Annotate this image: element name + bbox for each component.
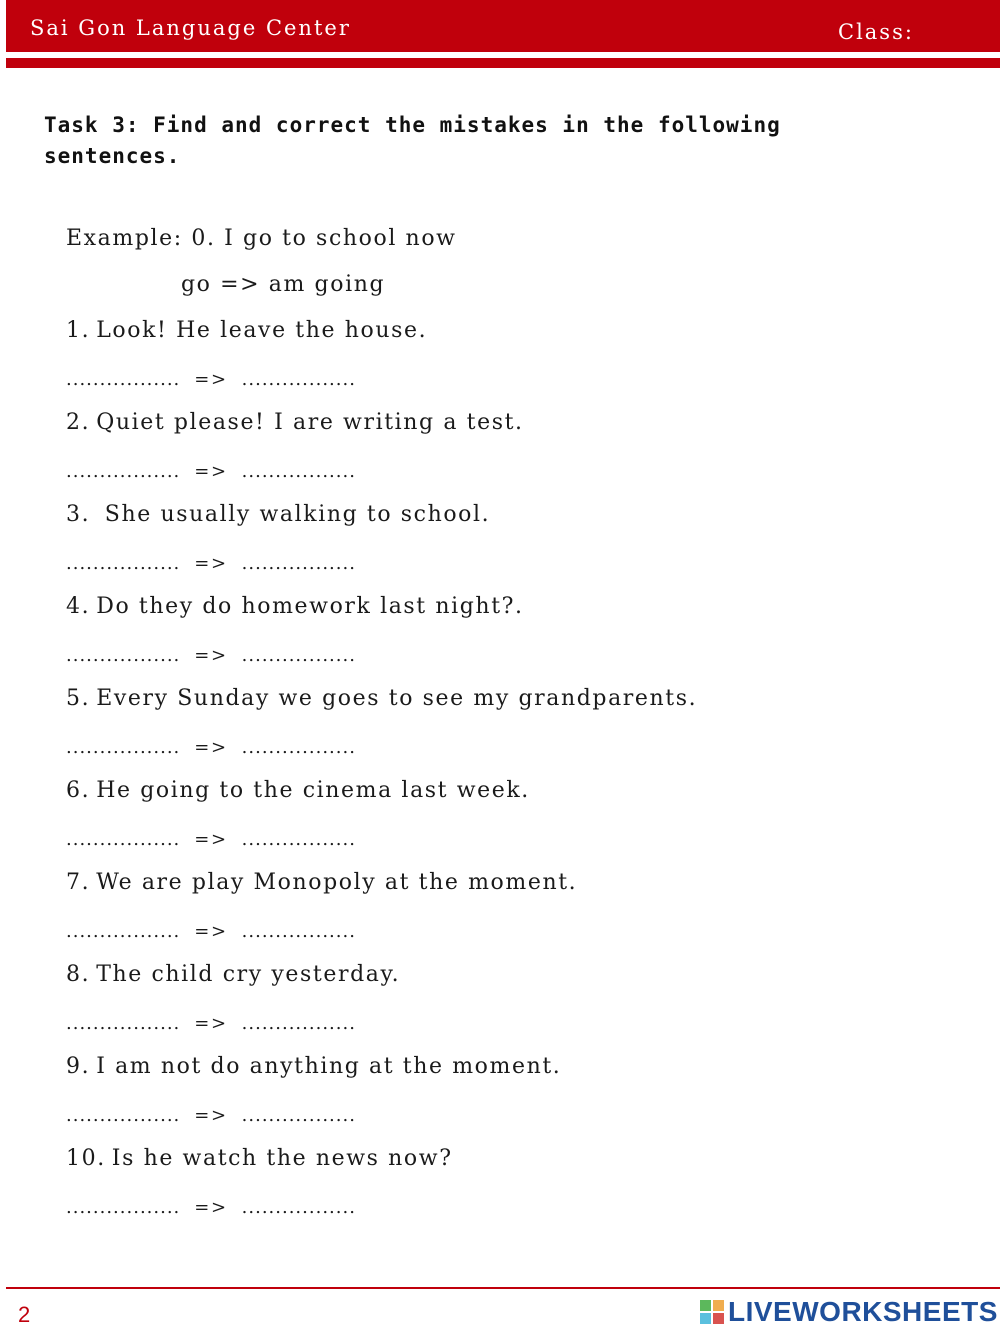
sentence-text: We are play Monopoly at the moment. [96, 870, 578, 895]
answer-line[interactable] [66, 366, 356, 391]
mistake-blank[interactable]: ................. [66, 553, 181, 574]
sentence-item [66, 318, 427, 343]
sentence-number: 1. [66, 318, 91, 343]
answer-line[interactable] [66, 1194, 356, 1219]
header-rule [6, 58, 1000, 68]
arrow-symbol: => [194, 553, 228, 574]
answer-line[interactable] [66, 642, 356, 667]
arrow-symbol: => [194, 461, 228, 482]
arrow-symbol: => [194, 1105, 228, 1126]
sentence-item [66, 962, 400, 987]
arrow-symbol: => [194, 369, 228, 390]
liveworksheets-logo [700, 1296, 998, 1328]
sentence-item [66, 1054, 561, 1079]
arrow-symbol: => [194, 921, 228, 942]
sentence-item [66, 778, 530, 803]
sentence-text: Quiet please! I are writing a test. [96, 410, 524, 435]
correction-blank[interactable]: ................. [241, 1105, 356, 1126]
correction-blank[interactable]: ................. [241, 645, 356, 666]
correction-blank[interactable]: ................. [241, 1013, 356, 1034]
answer-line[interactable] [66, 1102, 356, 1127]
mistake-blank[interactable]: ................. [66, 369, 181, 390]
arrow-symbol: => [194, 645, 228, 666]
mistake-blank[interactable]: ................. [66, 737, 181, 758]
sentence-item [66, 870, 577, 895]
logo-icon [700, 1300, 724, 1324]
sentence-number: 10. [66, 1146, 106, 1171]
sentence-number: 4. [66, 594, 91, 619]
sentence-item [66, 594, 524, 619]
answer-line[interactable] [66, 458, 356, 483]
sentence-text: Is he watch the news now? [111, 1146, 453, 1171]
mistake-blank[interactable]: ................. [66, 645, 181, 666]
footer-rule [6, 1287, 1000, 1289]
sentence-number: 5. [66, 686, 91, 711]
page-number: 2 [18, 1302, 31, 1327]
correction-blank[interactable]: ................. [241, 1197, 356, 1218]
correction-blank[interactable]: ................. [241, 461, 356, 482]
sentence-text: The child cry yesterday. [96, 962, 401, 987]
correction-blank[interactable]: ................. [241, 921, 356, 942]
answer-line[interactable] [66, 1010, 356, 1035]
center-name: Sai Gon Language Center [30, 16, 351, 40]
sentence-text: Do they do homework last night?. [96, 594, 524, 619]
correction-blank[interactable]: ................. [241, 737, 356, 758]
sentence-text: Every Sunday we goes to see my grandparents. [96, 686, 698, 711]
mistake-blank[interactable]: ................. [66, 1105, 181, 1126]
class-label: Class: [838, 20, 914, 44]
correction-blank[interactable]: ................. [241, 829, 356, 850]
arrow-symbol: => [194, 1197, 228, 1218]
answer-line[interactable] [66, 826, 356, 851]
sentence-number: 9. [66, 1054, 91, 1079]
sentence-number: 7. [66, 870, 91, 895]
task-title: Task 3: Find and correct the mistakes in the following sentences. [44, 113, 781, 168]
sentence-number: 3. [66, 502, 91, 527]
sentence-item [66, 410, 524, 435]
sentence-item [66, 1146, 453, 1171]
mistake-blank[interactable]: ................. [66, 921, 181, 942]
answer-line[interactable] [66, 734, 356, 759]
brand-text: LIVEWORKSHEETS [728, 1296, 998, 1327]
sentence-text: She usually walking to school. [96, 502, 491, 527]
sentence-number: 2. [66, 410, 91, 435]
correction-blank[interactable]: ................. [241, 369, 356, 390]
sentence-text: Look! He leave the house. [96, 318, 428, 343]
header-bar [6, 0, 1000, 52]
mistake-blank[interactable]: ................. [66, 1197, 181, 1218]
mistake-blank[interactable]: ................. [66, 461, 181, 482]
answer-line[interactable] [66, 550, 356, 575]
mistake-blank[interactable]: ................. [66, 829, 181, 850]
arrow-symbol: => [194, 737, 228, 758]
example-sentence: Example: 0. I go to school now [66, 226, 457, 251]
example-answer: go => am going [181, 272, 386, 297]
sentence-item [66, 686, 697, 711]
arrow-symbol: => [194, 1013, 228, 1034]
sentence-text: I am not do anything at the moment. [96, 1054, 562, 1079]
sentence-text: He going to the cinema last week. [96, 778, 530, 803]
mistake-blank[interactable]: ................. [66, 1013, 181, 1034]
answer-line[interactable] [66, 918, 356, 943]
sentence-number: 8. [66, 962, 91, 987]
sentence-item [66, 502, 490, 527]
correction-blank[interactable]: ................. [241, 553, 356, 574]
arrow-symbol: => [194, 829, 228, 850]
sentence-number: 6. [66, 778, 91, 803]
